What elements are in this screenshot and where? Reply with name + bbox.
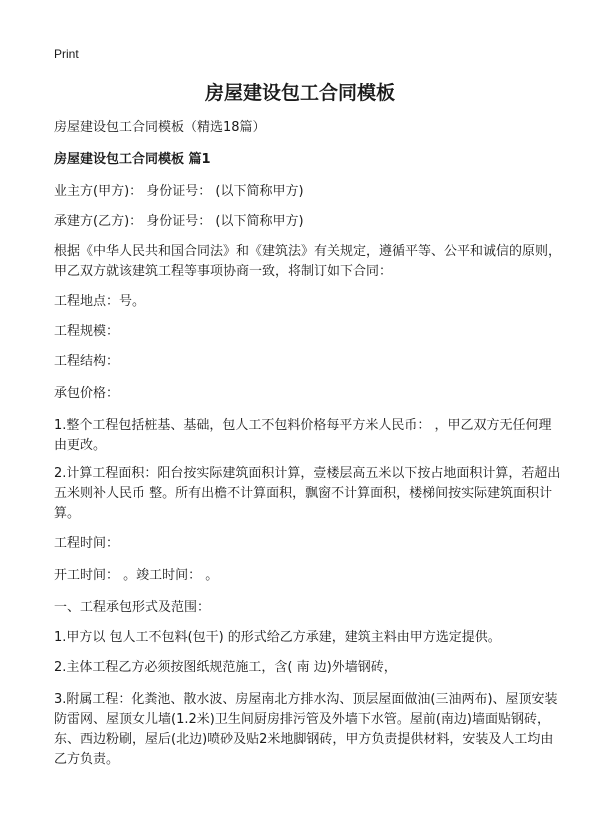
print-label[interactable]: Print xyxy=(54,47,79,61)
paragraph-start-end: 开工时间： 。竣工时间： 。 xyxy=(54,568,219,583)
paragraph-location: 工程地点：号。 xyxy=(54,294,146,309)
paragraph-scope-item-2: 2.主体工程乙方必须按图纸规范施工，含( 南 边)外墙钢砖， xyxy=(54,660,397,675)
section-heading: 房屋建设包工合同模板 篇1 xyxy=(54,152,211,167)
paragraph-price-item-1: 1.整个工程包括桩基、基础，包人工不包料价格每平方米人民币： ，甲乙双方无任何理由更改。 xyxy=(54,418,552,453)
paragraph-price: 承包价格： xyxy=(54,386,120,401)
paragraph-scale: 工程规模： xyxy=(54,324,120,339)
paragraph-legal-basis: 根据《中华人民共和国合同法》和《建筑法》有关规定，遵循平等、公平和诚信的原则，甲乙双方就该建筑工程等事项协商一致，将制订如下合同： xyxy=(54,244,562,279)
paragraph-structure: 工程结构： xyxy=(54,354,120,369)
paragraph-price-item-2: 2.计算工程面积：阳台按实际建筑面积计算，壹楼层高五米以下按占地面积计算，若超出五米则补人民币 整。所有出檐不计算面积，飘窗不计算面积，楼梯间按实际建筑面积计算。 xyxy=(54,466,561,521)
paragraph-party-a: 业主方(甲方)： 身份证号： (以下简称甲方) xyxy=(54,184,304,199)
document-title: 房屋建设包工合同模板 xyxy=(204,82,395,104)
paragraph-scope-item-3: 3.附属工程：化粪池、散水波、房屋南北方排水沟、顶层屋面做油(三油两布)、屋顶安装防雷网、屋顶女儿墙(1.2米)卫生间厨房排污管及外墙下水管。屋前(南边)墙面贴钢砖，东、西边粉刷，屋后(北边)喷砂及贴2米地脚钢砖，甲方负责提供材料，安装及人工均由乙方负责。 xyxy=(54,692,558,767)
paragraph-scope-item-1: 1.甲方以 包人工不包料(包干) 的形式给乙方承建，建筑主料由甲方选定提供。 xyxy=(54,630,501,645)
paragraph-section-one: 一、工程承包形式及范围： xyxy=(54,600,211,615)
paragraph-time: 工程时间： xyxy=(54,536,120,551)
document-subtitle: 房屋建设包工合同模板（精选18篇） xyxy=(54,120,266,135)
paragraph-party-b: 承建方(乙方)： 身份证号： (以下简称甲方) xyxy=(54,214,304,229)
